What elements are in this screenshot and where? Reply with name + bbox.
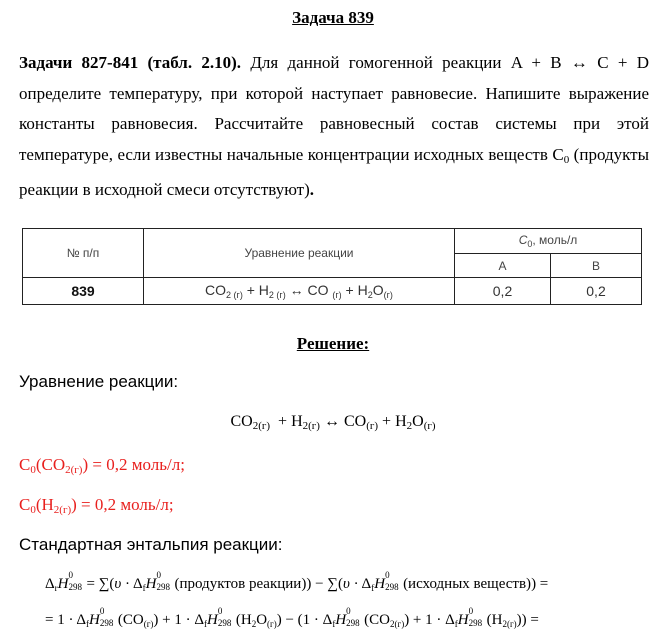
row-a: 0,2 [455,278,551,305]
c0-co2-line: C0(CO2(г)) = 0,2 моль/л; [19,455,185,476]
task-range-label: Задачи 827-841 (табл. 2.10). [19,53,242,72]
row-equation: $CO_{2 (г)} + H_{2 (г)}$ ↔ CO $_{(г)} + H_2O_{(г)}$ [144,278,455,305]
row-b: 0,2 [551,278,642,305]
enthalpy-formula-line1: $\Delta_rH$ 0 298 = $\sum(\upsilon \cdot \Delta_fH$ 0 298 (продуктов реакции)) − $\sum(\upsilon \cdot \Delta_fH$ 0 298 (исходных веществ)) = [45,569,549,593]
reaction-label: Уравнение реакции: [19,372,179,391]
header-a: A [455,254,551,278]
reaction-equation: CO2(г) + H2(г) ↔ CO(г) + H2O(г) [230,413,436,432]
page-title: Задача 839 [292,8,374,27]
header-equation: Уравнение реакции [144,229,455,278]
row-num: 839 [23,278,144,305]
header-num: № п/п [23,229,144,278]
task-description: Задачи 827-841 (табл. 2.10). Для данной гомогенной реакции A + B ↔ C + D определите температуру, при которой наступает равновесие. Напишите выражение константы равновесия. Рассчитайте равновесный состав системы при этой температуре, если известны начальные концентрации исходных веществ C0 (продукты реакции в исходной смеси отсутствуют). [19,53,649,199]
enthalpy-formula-line2: = $1 \cdot \Delta_fH$ 0 298 $(CO_{(г)}) + 1 \cdot \Delta_fH$ 0 298 $(H_2O_{(г)}) - (1 \cdot \Delta_fH$ 0 298 $(CO_{2(г)}) + 1 \cdot \Delta_fH$ 0 298 $(H_{2(г)})$) = [45,605,539,629]
header-b: B [551,254,642,278]
c0-h2-line: C0(H2(г)) = 0,2 моль/л; [19,495,174,516]
table-row [23,278,642,305]
header-concentration: $C_0$, моль/л [455,229,642,254]
enthalpy-label: Стандартная энтальпия реакции: [19,535,283,554]
solution-title: Решение: [296,334,370,353]
task-table [22,228,642,305]
